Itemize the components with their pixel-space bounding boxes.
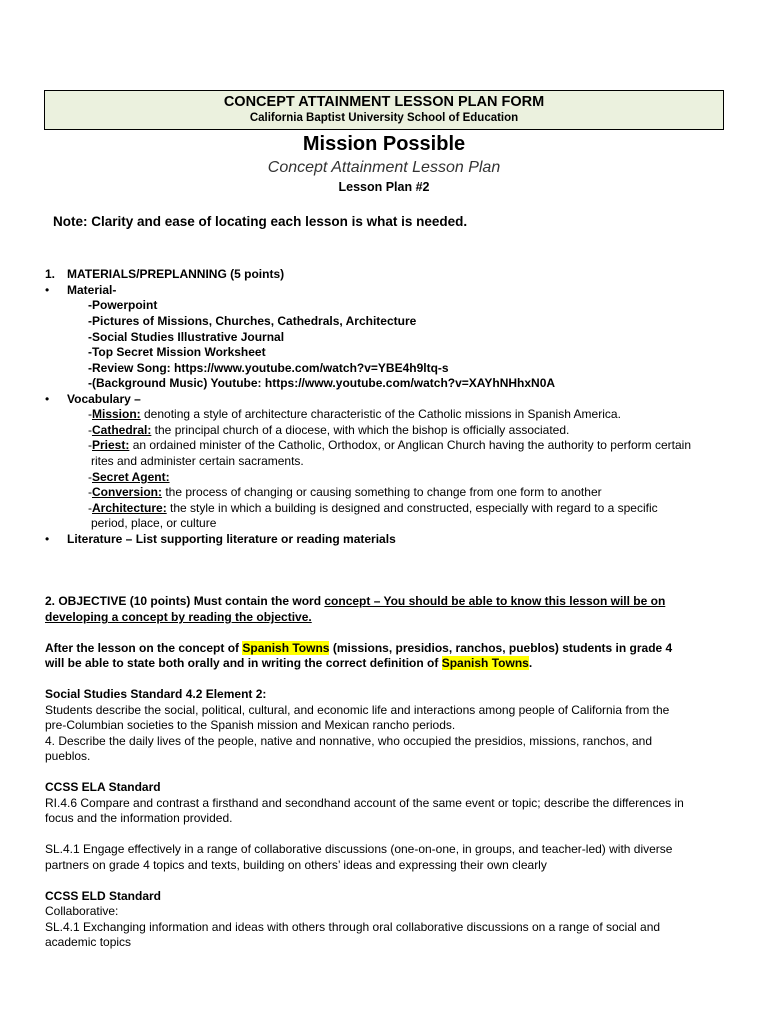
vocab-term: Cathedral: bbox=[92, 423, 152, 437]
standard-text: SL.4.1 Engage effectively in a range of collaborative discussions (one-on-one, in groups, and teacher-led) with diverse bbox=[45, 842, 673, 856]
standard-text: RI.4.6 Compare and contrast a firsthand and secondhand account of the same event or topic; describe the differences in bbox=[45, 796, 684, 810]
vocab-term: Mission: bbox=[92, 407, 141, 421]
standard-text: Collaborative: bbox=[45, 904, 119, 918]
standard-text: Students describe the social, political, cultural, and economic life and interactions among people of California from the bbox=[45, 703, 670, 717]
standard-text: focus and the information provided. bbox=[45, 811, 233, 825]
form-header-box bbox=[44, 90, 724, 130]
vocab-term: Secret Agent: bbox=[92, 470, 170, 484]
vocab-definition: denoting a style of architecture characteristic of the Catholic missions in Spanish America. bbox=[140, 407, 621, 421]
material-item: -Review Song: https://www.youtube.com/watch?v=YBE4h9ltq-s bbox=[88, 361, 449, 375]
vocab-term: Architecture: bbox=[92, 501, 167, 515]
vocab-definition-cont: period, place, or culture bbox=[91, 516, 217, 530]
standard-text: 4. Describe the daily lives of the people, native and nonnative, who occupied the presidios, missions, ranchos, and bbox=[45, 734, 653, 748]
bullet: • bbox=[45, 532, 50, 546]
vocab-definition: the principal church of a diocese, with which the bishop is officially associated. bbox=[151, 423, 570, 437]
vocab-item: -Mission: denoting a style of architecture characteristic of the Catholic missions in Spanish America. bbox=[88, 407, 621, 421]
bullet: • bbox=[45, 392, 50, 406]
vocab-definition: the process of changing or causing something to change from one form to another bbox=[162, 485, 602, 499]
school-name: California Baptist University School of Education bbox=[249, 112, 519, 124]
material-item: -Powerpoint bbox=[88, 298, 158, 312]
vocab-definition-cont: rites and administer certain sacraments. bbox=[91, 454, 304, 468]
vocab-item: -Conversion: the process of changing or causing something to change from one form to another bbox=[88, 485, 602, 499]
lesson-subtitle: Concept Attainment Lesson Plan bbox=[267, 159, 501, 176]
concept-highlight: Spanish Towns bbox=[242, 641, 330, 655]
material-item: -(Background Music) Youtube: https://www.youtube.com/watch?v=XAYhNHhxN0A bbox=[88, 376, 556, 390]
material-label: Material- bbox=[67, 283, 117, 297]
objective-statement-cont: will be able to state both orally and in writing the correct definition of Spanish Towns. bbox=[45, 656, 533, 670]
concept-highlight: Spanish Towns bbox=[441, 656, 529, 670]
bullet: • bbox=[45, 283, 50, 297]
section-2-heading-cont: developing a concept by reading the objective. bbox=[45, 610, 312, 624]
standard-heading: Social Studies Standard 4.2 Element 2: bbox=[45, 687, 267, 701]
standard-heading: CCSS ELD Standard bbox=[45, 889, 162, 903]
material-item: -Social Studies Illustrative Journal bbox=[88, 330, 285, 344]
literature-label: Literature – List supporting literature or reading materials bbox=[67, 532, 396, 546]
note-text: Note: Clarity and ease of locating each lesson is what is needed. bbox=[53, 214, 468, 229]
lesson-title: Mission Possible bbox=[302, 133, 466, 155]
section-2-heading: 2. OBJECTIVE (10 points) Must contain the word concept – You should be able to know this lesson will be on bbox=[45, 594, 666, 608]
lesson-number: Lesson Plan #2 bbox=[338, 180, 430, 194]
standard-text: partners on grade 4 topics and texts, building on others’ ideas and expressing their own clearly bbox=[45, 858, 547, 872]
section-1-number: 1. bbox=[45, 267, 56, 281]
material-item: -Top Secret Mission Worksheet bbox=[88, 345, 266, 359]
vocab-term: Conversion: bbox=[92, 485, 163, 499]
standard-text: academic topics bbox=[45, 935, 132, 949]
standard-heading: CCSS ELA Standard bbox=[45, 780, 161, 794]
form-title: CONCEPT ATTAINMENT LESSON PLAN FORM bbox=[223, 94, 545, 110]
vocab-definition: an ordained minister of the Catholic, Orthodox, or Anglican Church having the authority to perform certain bbox=[129, 438, 691, 452]
vocab-item: -Secret Agent: bbox=[88, 470, 170, 484]
vocab-item: -Cathedral: the principal church of a diocese, with which the bishop is officially associated. bbox=[88, 423, 570, 437]
material-item: -Pictures of Missions, Churches, Cathedrals, Architecture bbox=[88, 314, 417, 328]
section-1-heading: MATERIALS/PREPLANNING (5 points) bbox=[67, 267, 285, 281]
standard-text: pueblos. bbox=[45, 749, 91, 763]
vocab-definition: the style in which a building is designed and constructed, especially with regard to a specific bbox=[166, 501, 658, 515]
standard-text: pre-Columbian societies to the Spanish mission and Mexican rancho periods. bbox=[45, 718, 456, 732]
vocabulary-label: Vocabulary – bbox=[67, 392, 141, 406]
vocab-item: -Priest: an ordained minister of the Catholic, Orthodox, or Anglican Church having the authority to perform certain bbox=[88, 438, 691, 452]
objective-statement: After the lesson on the concept of Spanish Towns (missions, presidios, ranchos, pueblos) students in grade 4 bbox=[45, 641, 673, 655]
standard-text: SL.4.1 Exchanging information and ideas with others through oral collaborative discussions on a range of social and bbox=[45, 920, 661, 934]
vocab-item: -Architecture: the style in which a building is designed and constructed, especially with regard to a specific bbox=[88, 501, 658, 515]
vocab-term: Priest: bbox=[92, 438, 130, 452]
